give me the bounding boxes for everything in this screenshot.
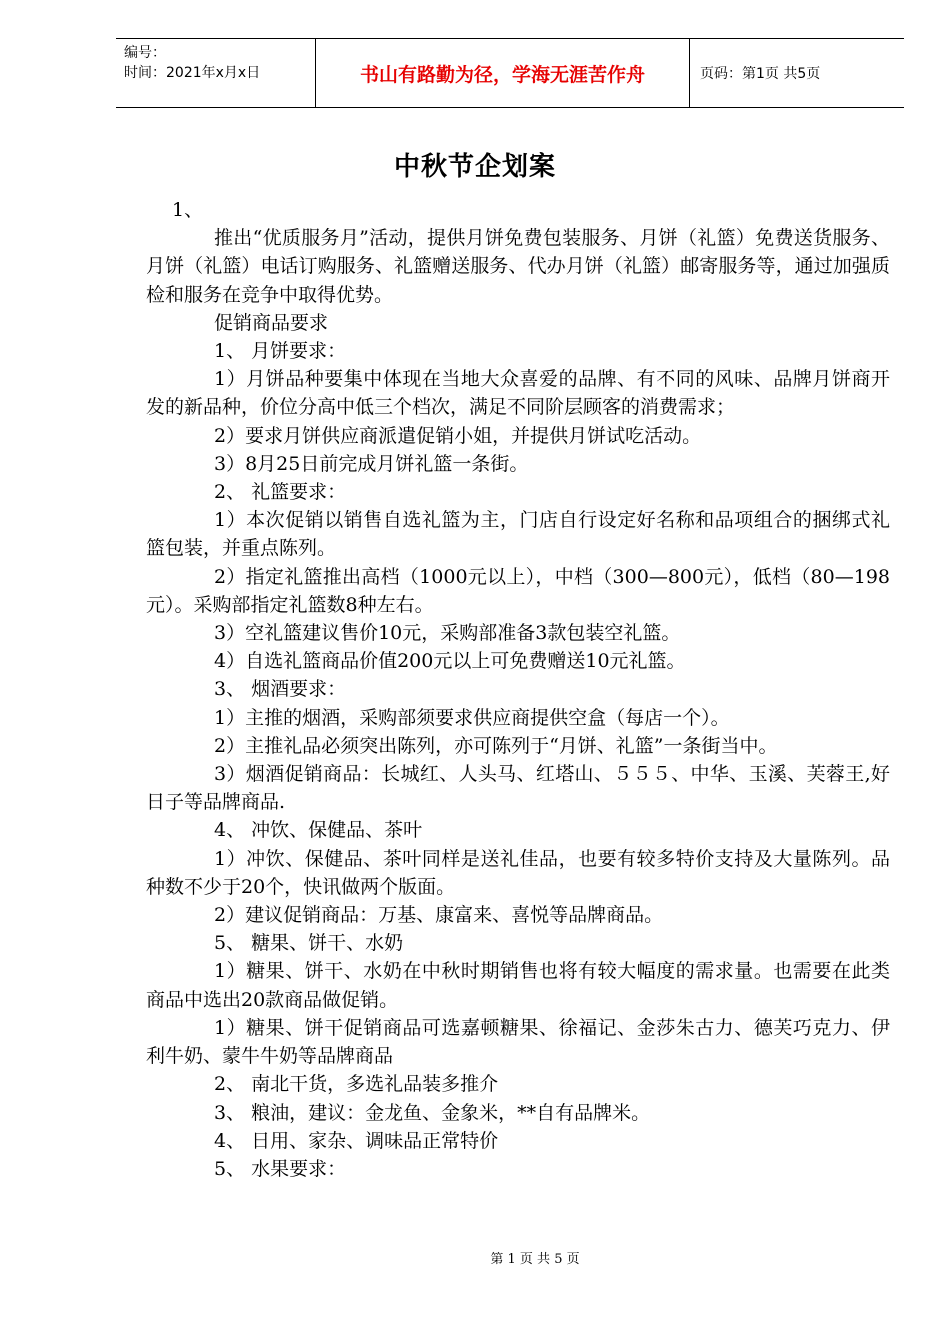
paragraph: 3）空礼篮建议售价10元，采购部准备3款包装空礼篮。 xyxy=(214,622,681,645)
paragraph: 2）要求月饼供应商派遣促销小姐，并提供月饼试吃活动。 xyxy=(214,424,702,447)
paragraph: 4、 日用、家杂、调味品正常特价 xyxy=(214,1129,499,1152)
paragraph: 5、 水果要求： xyxy=(214,1157,347,1180)
paragraph: 1）糖果、饼干促销商品可选嘉顿糖果、徐福记、金莎朱古力、德芙巧克力、伊利牛奶、蒙牛牛奶等品牌商品 xyxy=(146,1016,890,1068)
paragraph: 4）自选礼篮商品价值200元以上可免费赠送10元礼篮。 xyxy=(214,650,686,673)
paragraph: 2、 南北干货，多选礼品装多推介 xyxy=(214,1073,499,1096)
paragraph: 1）主推的烟酒，采购部须要求供应商提供空盒（每店一个）。 xyxy=(214,706,730,729)
paragraph: 推出“优质服务月”活动，提供月饼免费包装服务、月饼（礼篮）免费送货服务、月饼（礼篮）电话订购服务、礼篮赠送服务、代办月饼（礼篮）邮寄服务等，通过加强质检和服务在竞争中取得优势。 xyxy=(146,227,890,306)
document-title: 中秋节企划案 xyxy=(393,152,556,182)
date-label: 时间：2021年x月x日 xyxy=(124,65,261,81)
paragraph: 2）主推礼品必须突出陈列，亦可陈列于“月饼、礼篮”一条街当中。 xyxy=(214,734,778,757)
paragraph: 1）冲饮、保健品、茶叶同样是送礼佳品，也要有较多特价支持及大量陈列。品种数不少于20个，快讯做两个版面。 xyxy=(146,847,890,898)
header-meta xyxy=(116,39,316,107)
page-footer: 第 1 页 共 5 页 xyxy=(490,1252,580,1267)
paragraph: 3）烟酒促销商品：长城红、人头马、红塔山、５５５、中华、玉溪、芙蓉王,好日子等品牌商品. xyxy=(146,763,890,814)
paragraph: 3、 烟酒要求： xyxy=(214,678,347,701)
page-header xyxy=(116,38,904,108)
paragraph: 2）指定礼篮推出高档（1000元以上），中档（300—800元），低档（80—198元）。采购部指定礼篮数8种左右。 xyxy=(146,565,890,616)
paragraph: 2、 礼篮要求： xyxy=(214,481,347,504)
paragraph: 3）8月25日前完成月饼礼篮一条街。 xyxy=(214,452,529,475)
header-page-code: 页码：第1页 共5页 xyxy=(700,66,821,82)
paragraph: 促销商品要求 xyxy=(214,311,329,334)
paragraph: 5、 糖果、饼干、水奶 xyxy=(214,932,404,955)
paragraph: 3、 粮油，建议：金龙鱼、金象米，**自有品牌米。 xyxy=(214,1101,651,1124)
paragraph: 2）建议促销商品：万基、康富来、喜悦等品牌商品。 xyxy=(214,904,664,927)
paragraph: 1、 月饼要求： xyxy=(214,340,347,363)
document-body xyxy=(146,196,890,1183)
paragraph: 1）月饼品种要集中体现在当地大众喜爱的品牌、有不同的风味、品牌月饼商开发的新品种，价位分高中低三个档次，满足不同阶层顾客的消费需求； xyxy=(146,368,890,419)
paragraph: 1、 xyxy=(172,199,204,221)
header-motto: 书山有路勤为径，学海无涯苦作舟 xyxy=(316,39,690,107)
paragraph: 1）本次促销以销售自选礼篮为主，门店自行设定好名称和品项组合的捆绑式礼篮包装，并重点陈列。 xyxy=(146,509,890,560)
paragraph: 4、 冲饮、保健品、茶叶 xyxy=(214,819,423,842)
serial-number-label: 编号： xyxy=(124,45,166,61)
paragraph: 1）糖果、饼干、水奶在中秋时期销售也将有较大幅度的需求量。也需要在此类商品中选出20款商品做促销。 xyxy=(146,960,890,1011)
